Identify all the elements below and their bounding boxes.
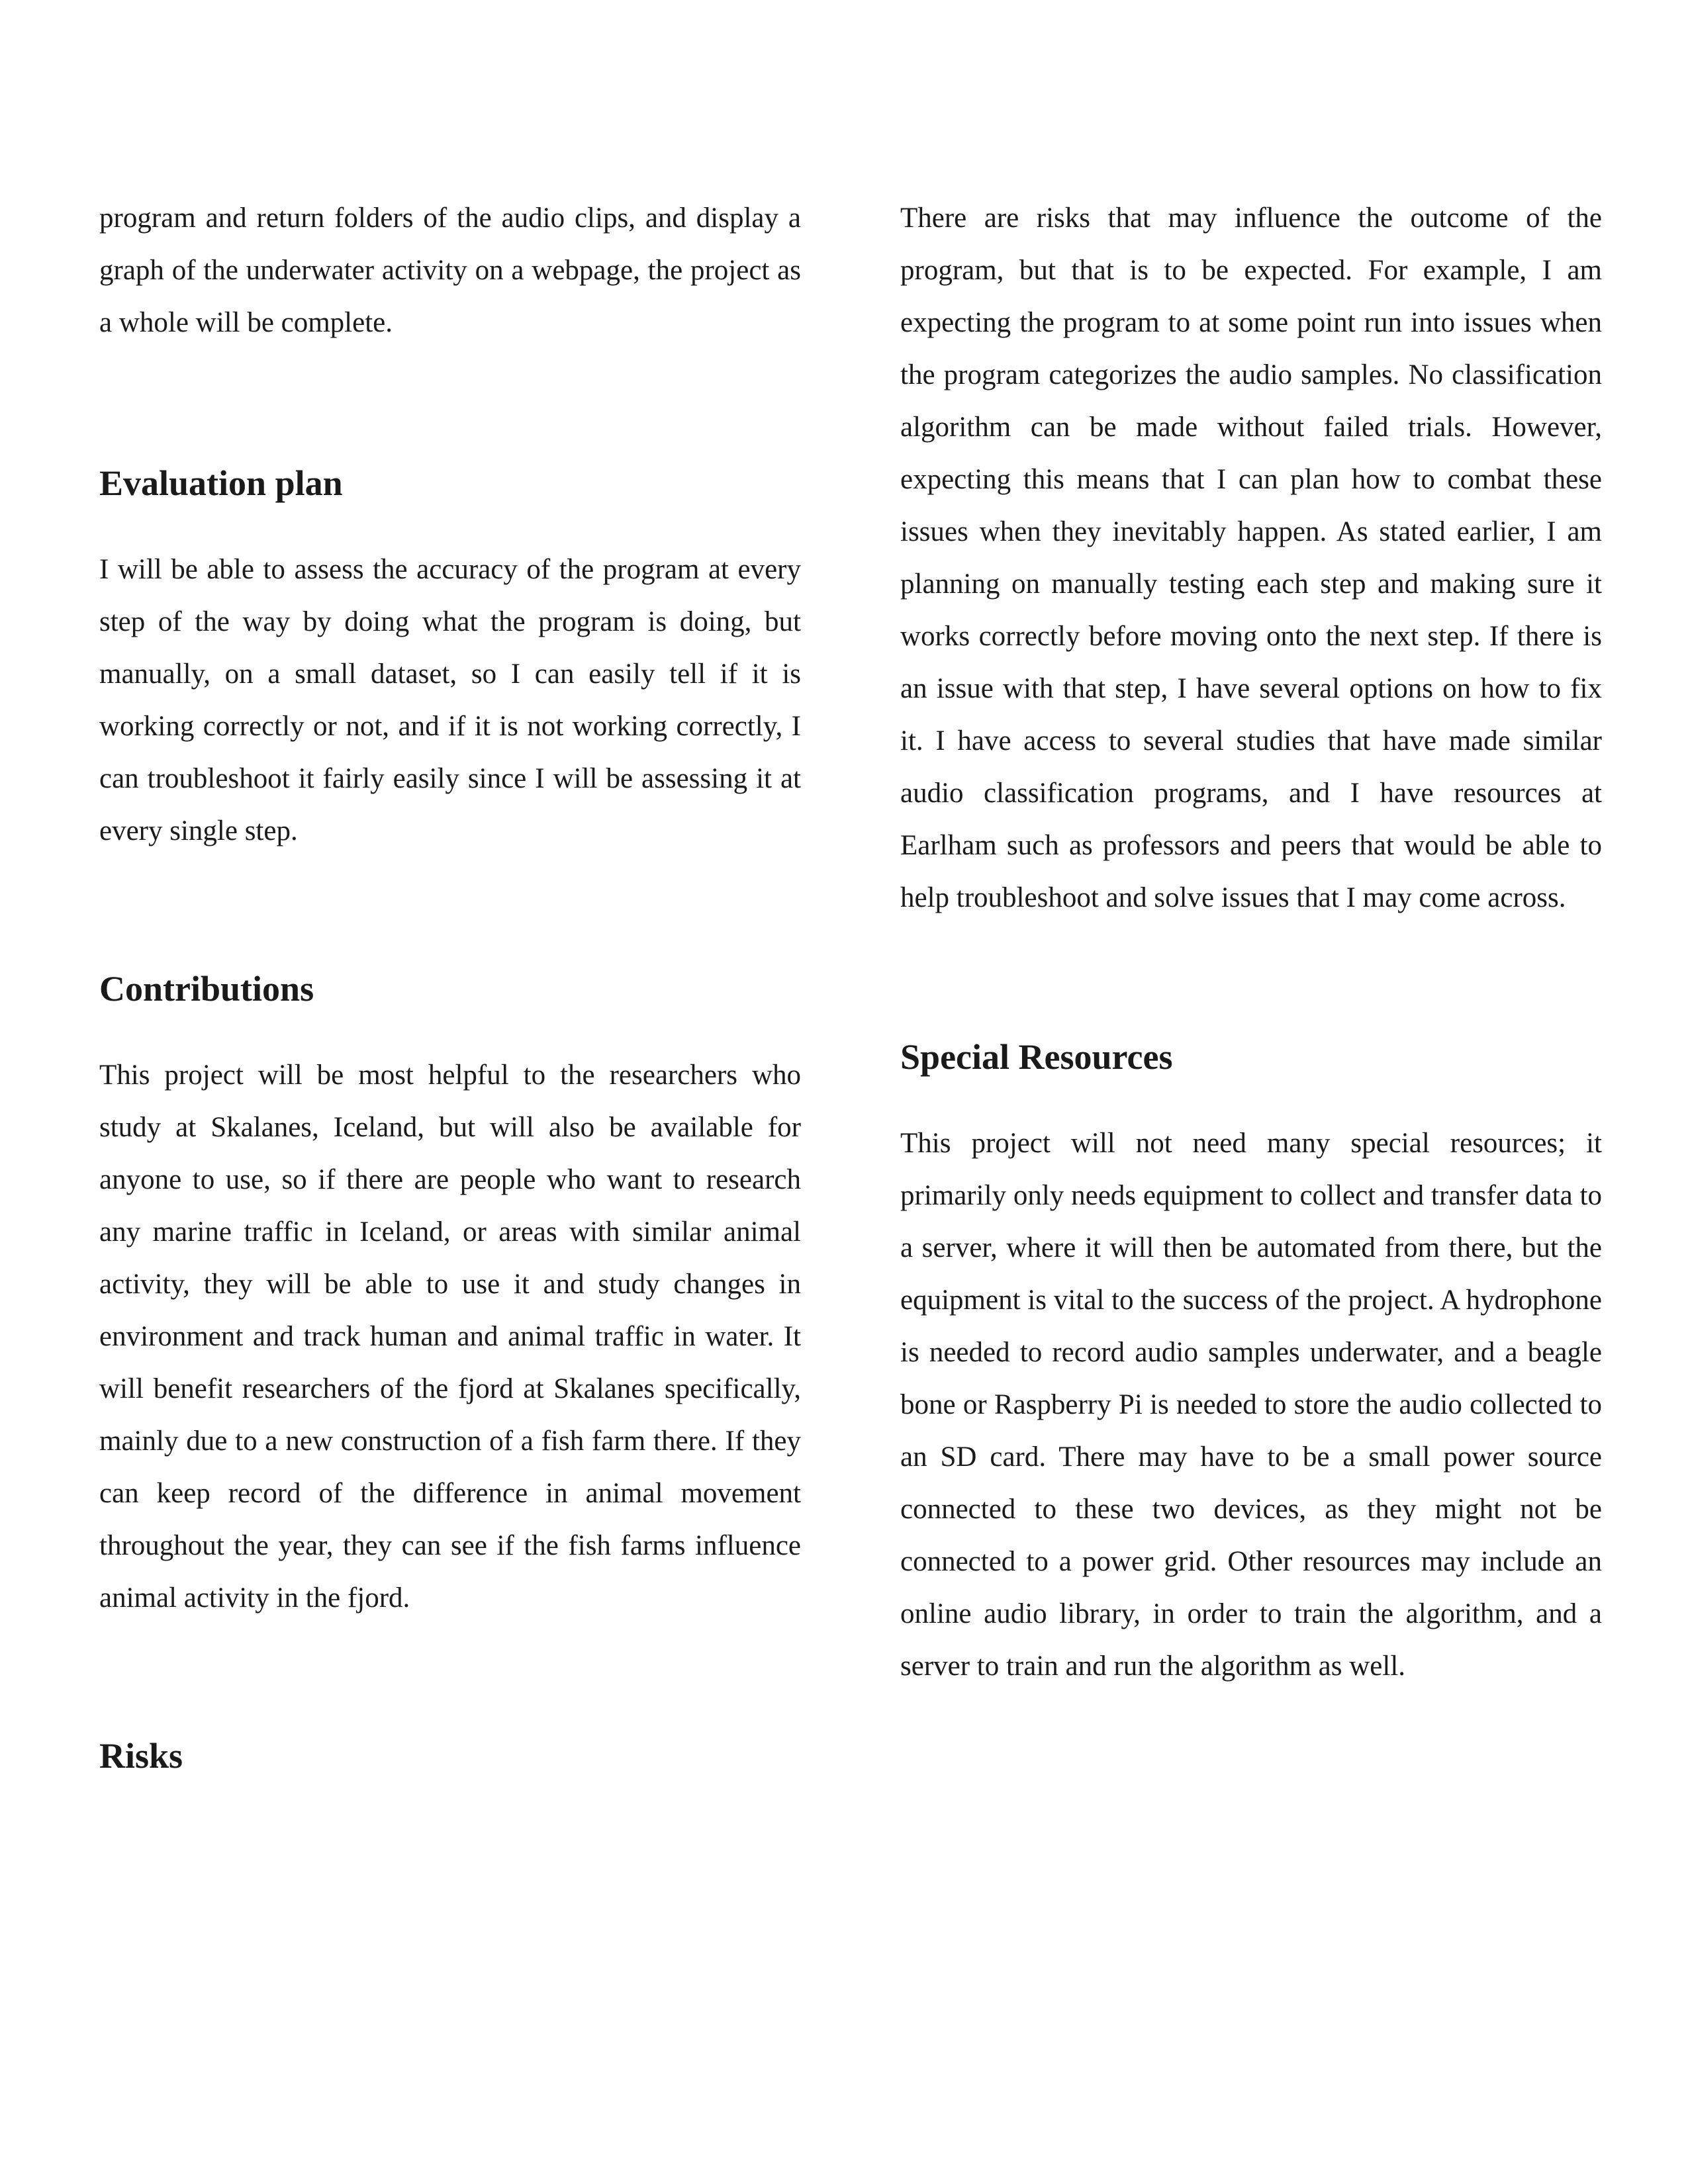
intro-paragraph: program and return folders of the audio clips, and display a graph of the underwater activity on a webpage, the project as a whole will be complete. (99, 203, 801, 338)
contributions-heading: Contributions (99, 969, 314, 1009)
left-column (99, 192, 801, 1778)
evaluation-plan-heading: Evaluation plan (99, 463, 343, 503)
evaluation-plan-paragraph: I will be able to assess the accuracy of the program at every step of the way by doing what the program is doing, but manually, on a small dataset, so I can easily tell if it is working correctly or not, and if it is not working correctly, I can troubleshoot it fairly easily since I will be assessing it at every single step. (99, 554, 801, 846)
special-resources-paragraph: This project will not need many special resources; it primarily only needs equipment to collect and transfer data to a server, where it will then be automated from there, but the equipment is vital to the success of the project. A hydrophone is needed to record audio samples underwater, and a beagle bone or Raspberry Pi is needed to store the audio collected to an SD card. There may have to be a small power source connected to these two devices, as they might not be connected to a power grid. Other resources may include an online audio library, in order to train the algorithm, and a server to train and run the algorithm as well. (900, 1128, 1602, 1682)
right-column (900, 192, 1602, 1692)
risks-heading: Risks (99, 1736, 183, 1776)
risks-paragraph: There are risks that may influence the outcome of the program, but that is to be expected. For example, I am expecting the program to at some point run into issues when the program categorizes the audio samples. No classification algorithm can be made without failed trials. However, expecting this means that I can plan how to combat these issues when they inevitably happen. As stated earlier, I am planning on manually testing each step and making sure it works correctly before moving onto the next step. If there is an issue with that step, I have several options on how to fix it. I have access to several studies that have made similar audio classification programs, and I have resources at Earlham such as professors and peers that would be able to help troubleshoot and solve issues that I may come across. (900, 203, 1602, 913)
special-resources-heading: Special Resources (900, 1037, 1173, 1077)
contributions-paragraph: This project will be most helpful to the researchers who study at Skalanes, Iceland, but will also be available for anyone to use, so if there are people who want to research any marine traffic in Iceland, or areas with similar animal activity, they will be able to use it and study changes in environment and track human and animal traffic in water. It will benefit researchers of the fjord at Skalanes specifically, mainly due to a new construction of a fish farm there. If they can keep record of the difference in animal movement throughout the year, they can see if the fish farms influence animal activity in the fjord. (99, 1060, 801, 1614)
